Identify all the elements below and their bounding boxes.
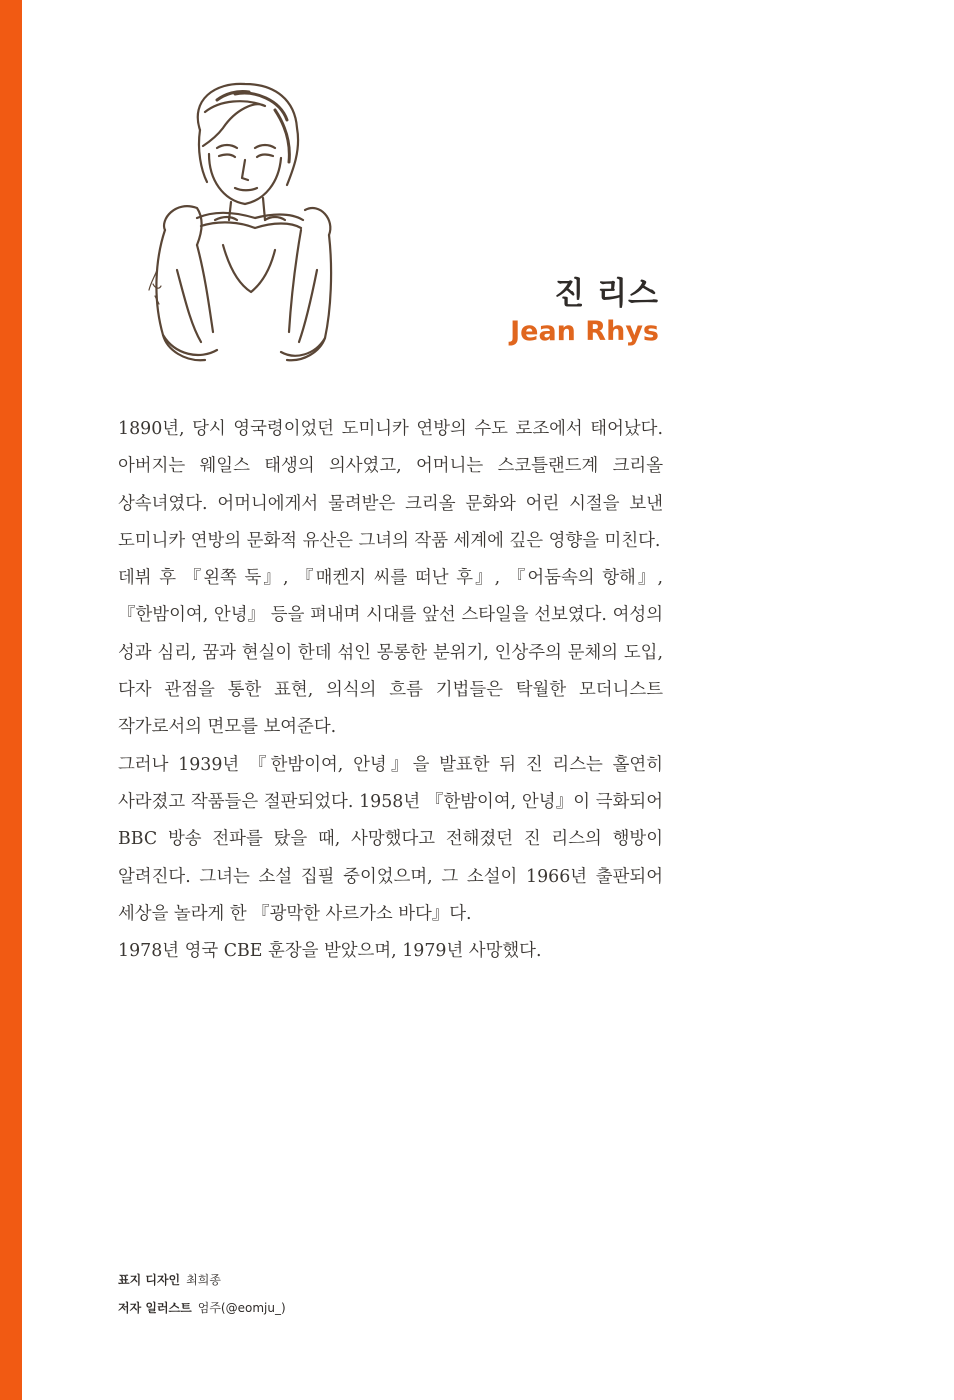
credits-block — [118, 1266, 286, 1322]
author-name-korean: 진 리스 — [554, 276, 659, 312]
credit-row — [118, 1266, 286, 1294]
bio-paragraph: 데뷔 후 『왼쪽 둑』, 『매켄지 씨를 떠난 후』, 『어둠속의 항해』, 『한밤이여, 안녕』 등을 펴내며 시대를 앞선 스타일을 선보였다. 여성의 성과 심리, 꿈과 현실이 한데 섞인 몽롱한 분위기, 인상주의 문체의 도입, 다자 관점을 통한 표현, 의식의 흐름 기법들은 탁월한 모더니스트 작가로서의 면모를 보여준다. — [118, 568, 663, 738]
bio-paragraph: 1978년 영국 CBE 훈장을 받았으며, 1979년 사망했다. — [118, 941, 542, 962]
bio-paragraph: 그러나 1939년 『한밤이여, 안녕』을 발표한 뒤 진 리스는 홀연히 사라졌고 작품들은 절판되었다. 1958년 『한밤이여, 안녕』이 극화되어 BBC 방송 전파를 탔을 때, 사망했다고 전해졌던 진 리스의 행방이 알려진다. 그녀는 소설 집필 중이었으며, 그 소설이 1966년 출판되어 세상을 놀라게 한 『광막한 사르가소 바다』다. — [118, 754, 663, 924]
bio-paragraph: 1890년, 당시 영국령이었던 도미니카 연방의 수도 로조에서 태어났다. 아버지는 웨일스 태생의 의사였고, 어머니는 스코틀랜드계 크리올 상속녀였다. 어머니에게서 물려받은 크리올 문화와 어린 시절을 보낸 도미니카 연방의 문화적 유산은 그녀의 작품 세계에 깊은 영향을 미친다. — [118, 419, 663, 551]
credit-label: 표지 디자인 — [118, 1273, 181, 1287]
credit-row — [118, 1294, 286, 1322]
credit-value: 최희종 — [186, 1273, 221, 1287]
author-biography — [118, 411, 663, 970]
author-name-english: Jean Rhys — [510, 316, 659, 347]
credit-label: 저자 일러스트 — [118, 1301, 192, 1315]
credit-value: 엄주(@eomju_) — [197, 1301, 286, 1315]
author-portrait-illustration — [105, 70, 335, 370]
orange-spine-bar — [0, 0, 22, 1400]
